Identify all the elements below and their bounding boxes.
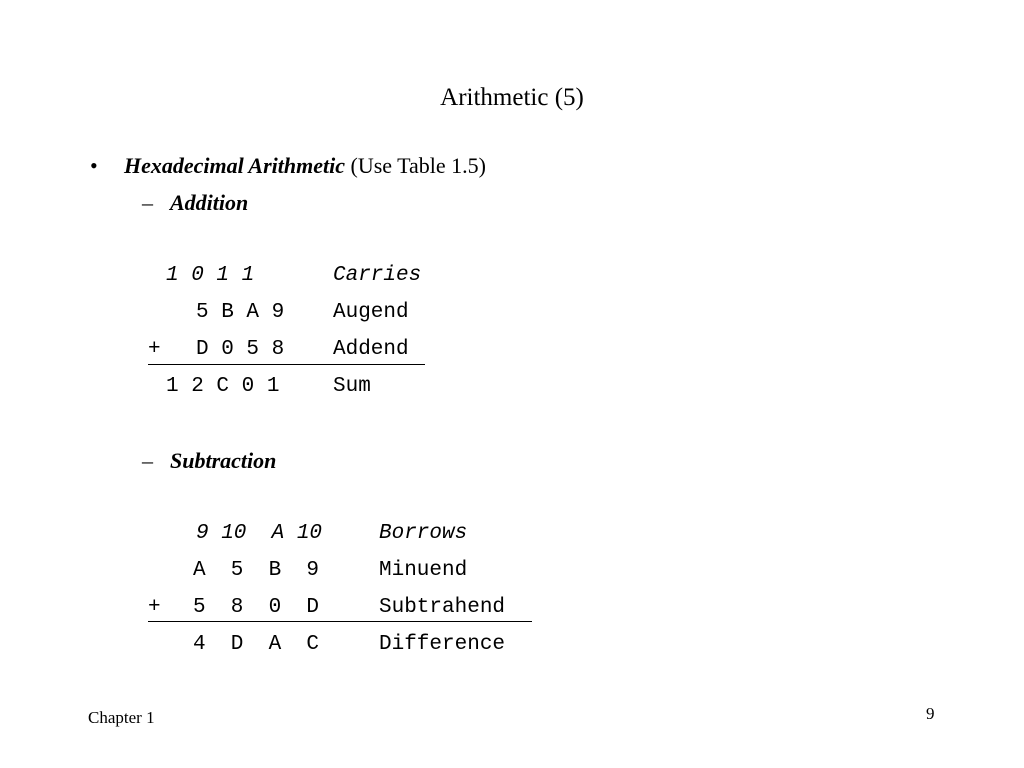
augend-label: Augend — [333, 301, 409, 324]
borrows-label: Borrows — [379, 522, 468, 545]
bullet-marker: • — [90, 153, 98, 178]
carries-digits: 1 0 1 1 — [166, 264, 255, 287]
addend-label: Addend — [333, 338, 409, 361]
minuend-digits: A 5 B 9 — [193, 559, 320, 582]
addend-sign: + — [148, 338, 161, 361]
subtrahend-label: Subtrahend — [379, 596, 506, 619]
subtrahend-sign: + — [148, 596, 161, 619]
dash-marker: – — [142, 190, 153, 215]
borrows-digits: 9 10 A 10 — [196, 522, 323, 545]
addition-sum-rule — [148, 364, 425, 365]
slide-title: Arithmetic (5) — [440, 84, 584, 111]
footer-chapter: Chapter 1 — [88, 708, 155, 727]
difference-digits: 4 D A C — [193, 633, 320, 656]
sum-label: Sum — [333, 375, 371, 398]
subtrahend-digits: 5 8 0 D — [193, 596, 320, 619]
carries-label: Carries — [333, 264, 422, 287]
subtraction-difference-rule — [148, 621, 532, 622]
subtraction-heading: Subtraction — [170, 448, 277, 473]
bullet-hexadecimal-arithmetic — [90, 153, 486, 179]
difference-label: Difference — [379, 633, 506, 656]
sub-bullet-subtraction — [142, 448, 276, 474]
addition-heading: Addition — [170, 190, 249, 215]
footer-page-number: 9 — [926, 704, 935, 723]
addend-digits: D 0 5 8 — [196, 338, 285, 361]
bullet-rest: (Use Table 1.5) — [345, 153, 487, 178]
minuend-label: Minuend — [379, 559, 468, 582]
sub-bullet-addition — [142, 190, 248, 216]
augend-digits: 5 B A 9 — [196, 301, 285, 324]
bullet-emphasis: Hexadecimal Arithmetic — [124, 153, 345, 178]
sum-digits: 1 2 C 0 1 — [166, 375, 280, 398]
dash-marker: – — [142, 448, 153, 473]
